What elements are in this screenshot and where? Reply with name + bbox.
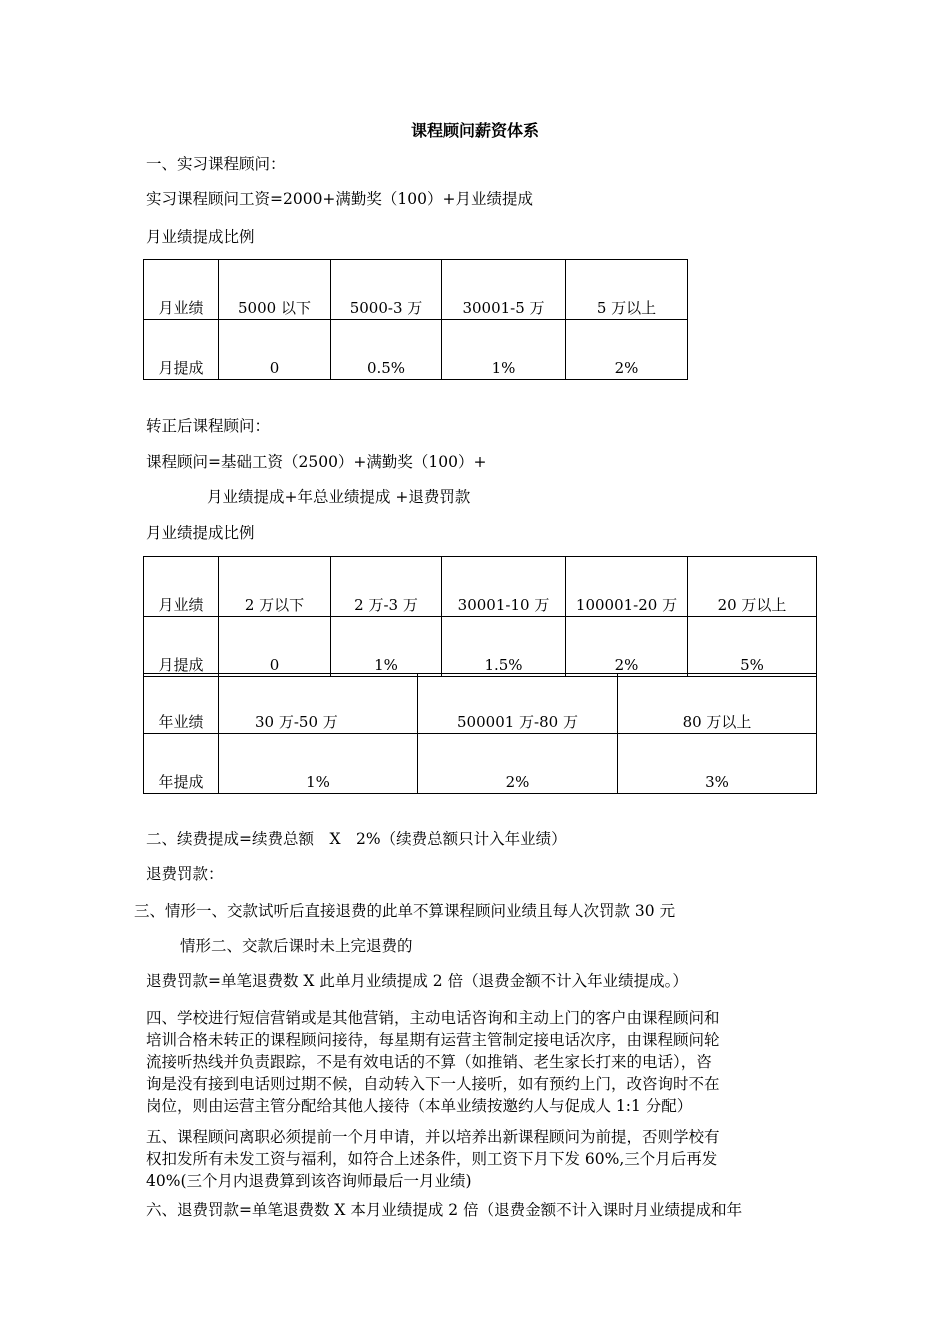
table-cell: 30 万-50 万 [219,674,418,734]
table-cell: 1% [219,734,418,794]
paragraph-line: 40%(三个月内退费算到该咨询师最后一月业绩) [146,1172,472,1190]
regular-heading: 转正后课程顾问： [146,417,271,435]
regular-formula-line1: 课程顾问=基础工资（2500）+满勤奖（100）+ [146,453,487,471]
table-row [144,617,817,677]
table-cell: 80 万以上 [618,674,817,734]
table-cell: 2% [566,320,688,380]
regular-formula-line2: 月业绩提成+年总业绩提成 +退费罚款 [207,488,471,506]
regular-ratio-label: 月业绩提成比例 [146,524,255,542]
page-title: 课程顾问薪资体系 [410,121,539,140]
table-cell: 5 万以上 [566,260,688,320]
table-cell: 5000 以下 [219,260,331,320]
table-cell: 2 万-3 万 [331,557,442,617]
table-cell: 月提成 [144,617,219,677]
table-cell: 1% [331,617,442,677]
table-cell: 20 万以上 [688,557,817,617]
refund-case-two: 情形二、交款后课时未上完退费的 [180,937,413,955]
table-cell: 500001 万-80 万 [418,674,618,734]
table-cell: 年提成 [144,734,219,794]
table-cell: 2 万以下 [219,557,331,617]
refund-formula: 退费罚款=单笔退费数 X 此单月业绩提成 2 倍（退费金额不计入年业绩提成。） [146,972,688,990]
intern-ratio-label: 月业绩提成比例 [146,228,255,246]
table-row [144,674,817,734]
table-cell: 30001-5 万 [442,260,566,320]
table-cell: 5% [688,617,817,677]
table-row [144,260,688,320]
regular-commission-table-monthly [143,556,817,677]
table-row [144,320,688,380]
table-row [144,557,817,617]
refund-heading: 退费罚款： [146,865,224,883]
refund-case-one: 三、情形一、交款试听后直接退费的此单不算课程顾问业绩且每人次罚款 30 元 [134,902,676,920]
table-cell: 0 [219,320,331,380]
intern-heading: 一、实习课程顾问： [146,155,286,173]
table-row [144,734,817,794]
table-cell: 年业绩 [144,674,219,734]
paragraph-line: 岗位，则由运营主管分配给其他人接待（本单业绩按邀约人与促成人 1:1 分配） [146,1097,693,1115]
intern-formula: 实习课程顾问工资=2000+满勤奖（100）+月业绩提成 [146,190,533,208]
paragraph-line: 五、课程顾问离职必须提前一个月申请，并以培养出新课程顾问为前提，否则学校有 [146,1128,720,1146]
table-cell: 月业绩 [144,260,219,320]
table-cell: 月业绩 [144,557,219,617]
table-cell: 月提成 [144,320,219,380]
table-cell: 3% [618,734,817,794]
table-cell: 0 [219,617,331,677]
regular-commission-table-annual [143,673,817,794]
table-cell: 1.5% [442,617,566,677]
paragraph-line: 权扣发所有未发工资与福利，如符合上述条件，则工资下月下发 60%,三个月后再发 [146,1150,718,1168]
table-cell: 30001-10 万 [442,557,566,617]
table-cell: 0.5% [331,320,442,380]
paragraph-line: 询是没有接到电话则过期不候，自动转入下一人接听，如有预约上门，改咨询时不在 [146,1075,720,1093]
paragraph-line: 培训合格未转正的课程顾问接待，每星期有运营主管制定接电话次序，由课程顾问轮 [146,1031,720,1049]
section-six: 六、退费罚款=单笔退费数 X 本月业绩提成 2 倍（退费金额不计入课时月业绩提成和年 [146,1201,743,1219]
section-four-paragraph [146,1007,802,1117]
renewal-commission: 二、续费提成=续费总额 X 2%（续费总额只计入年业绩） [146,830,567,848]
table-cell: 5000-3 万 [331,260,442,320]
table-cell: 2% [566,617,688,677]
paragraph-line: 流接听热线并负责跟踪，不是有效电话的不算（如推销、老生家长打来的电话），咨 [146,1053,712,1071]
paragraph-line: 四、学校进行短信营销或是其他营销，主动电话咨询和主动上门的客户由课程顾问和 [146,1009,720,1027]
section-five-paragraph [146,1126,802,1192]
table-cell: 2% [418,734,618,794]
intern-commission-table [143,259,688,380]
table-cell: 1% [442,320,566,380]
table-cell: 100001-20 万 [566,557,688,617]
